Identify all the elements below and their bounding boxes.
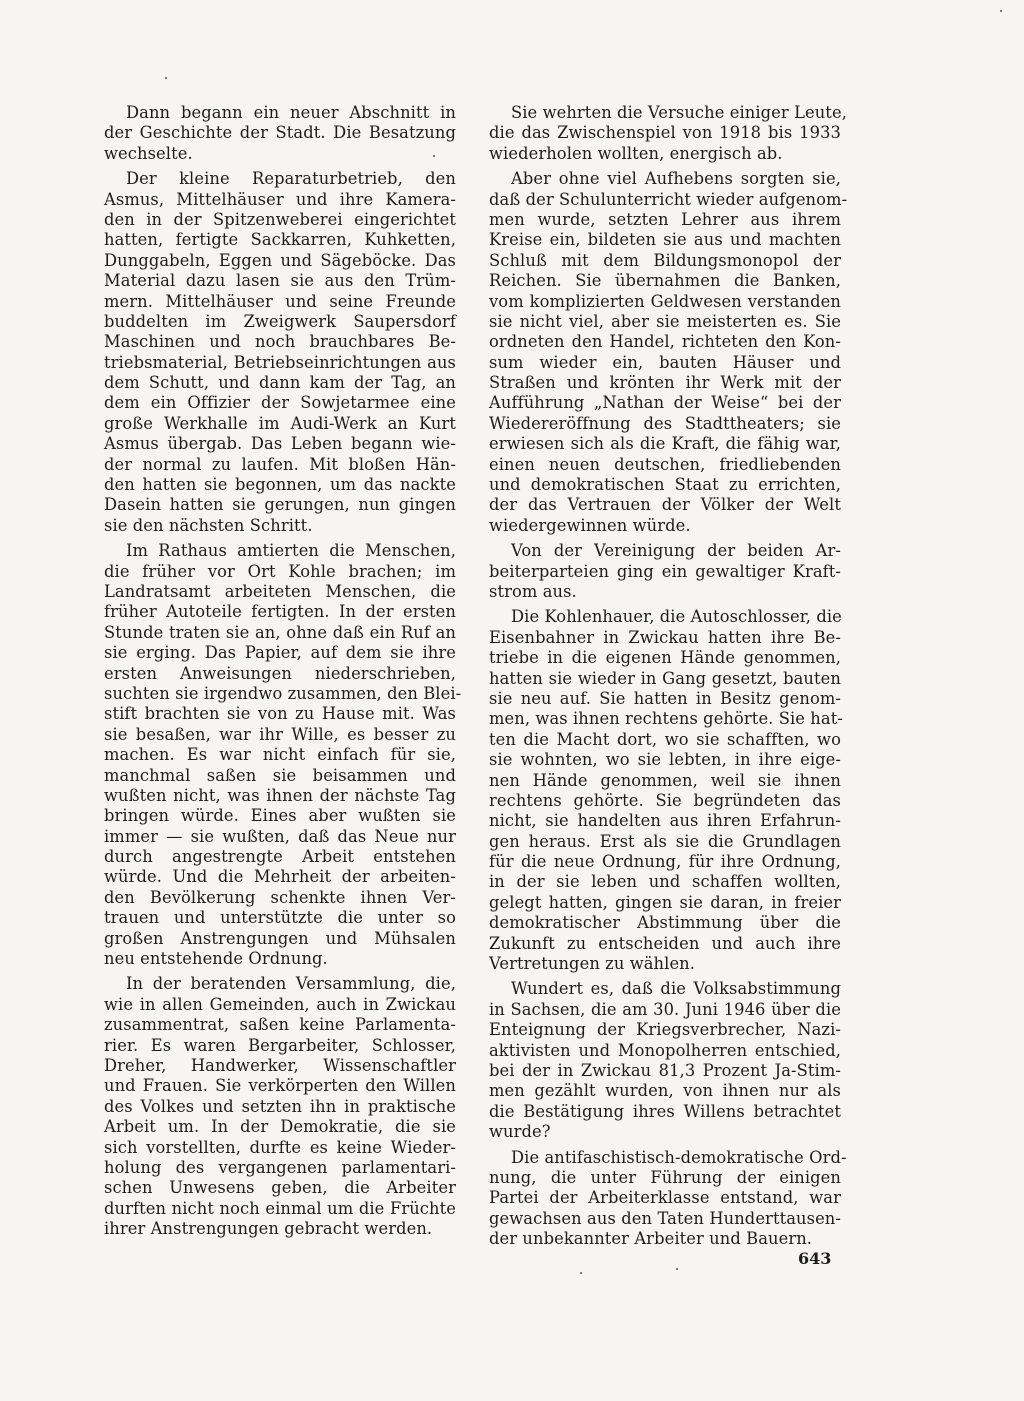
text-line: beiterparteien ging ein gewaltiger Kraft-: [489, 561, 841, 581]
text-line: Zukunft zu entscheiden und auch ihre: [489, 933, 841, 953]
text-line: Dasein hatten sie gerungen, nun gingen: [104, 495, 456, 515]
text-line: rechtens gehörte. Sie begründeten das: [489, 790, 841, 810]
text-line: Aufführung „Nathan der Weise“ bei der: [489, 393, 841, 413]
text-line: in Sachsen, die am 30. Juni 1946 über die: [489, 999, 841, 1019]
text-line: triebe in die eigenen Hände genommen,: [489, 648, 841, 668]
text-line: große Werkhalle im Audi-Werk an Kurt: [104, 413, 456, 433]
text-line: den in der Spitzenweberei eingerichtet: [104, 209, 456, 229]
text-line: Reichen. Sie übernahmen die Banken,: [489, 271, 841, 291]
text-line: sie den nächsten Schritt.: [104, 515, 313, 535]
text-line: des Volkes und setzten ihn in praktische: [104, 1096, 456, 1116]
text-line: demokratischer Abstimmung über die: [489, 913, 841, 933]
text-line: hatten sie wieder in Gang gesetzt, bauten: [489, 668, 841, 688]
text-line: würde. Und die Mehrheit der arbeiten-: [104, 867, 456, 887]
text-line: der unbekannter Arbeiter und Bauern.: [489, 1229, 813, 1249]
text-line: bei der in Zwickau 81,3 Prozent Ja-Stim-: [489, 1060, 841, 1080]
text-line: und Frauen. Sie verkörperten den Willen: [104, 1076, 456, 1096]
text-line: zusammentrat, saßen keine Parlamenta-: [104, 1015, 456, 1035]
text-line: der normal zu laufen. Mit bloßen Hän-: [104, 454, 456, 474]
text-line: neu entstehende Ordnung.: [104, 949, 328, 969]
text-line: sie wohnten, wo sie lebten, in ihre eige-: [489, 750, 841, 770]
text-line: ihrer Anstrengungen gebracht werden.: [104, 1219, 433, 1239]
text-line: aktivisten und Monopolherren entschied,: [489, 1040, 841, 1060]
text-line: In der beratenden Versammlung, die,: [126, 974, 456, 994]
text-line: wurde?: [489, 1122, 551, 1142]
text-line: bringen würde. Eines aber wußten sie: [104, 806, 456, 826]
text-line: strom aus.: [489, 581, 577, 601]
text-line: Arbeit um. In der Demokratie, die sie: [104, 1117, 456, 1137]
text-line: Landratsamt arbeiteten Menschen, die: [104, 581, 456, 601]
text-line: sie neu auf. Sie hatten in Besitz genom-: [489, 688, 841, 708]
text-line: ordneten den Handel, richteten den Kon-: [489, 332, 841, 352]
paragraph: [104, 169, 456, 536]
text-line: dem Schutt, und dann kam der Tag, an: [104, 373, 456, 393]
text-line: immer — sie wußten, daß das Neue nur: [104, 826, 456, 846]
text-line: sie erging. Das Papier, auf dem sie ihre: [104, 643, 456, 663]
text-line: sie besaßen, war ihr Wille, es besser zu: [104, 724, 456, 744]
paragraph: [489, 169, 848, 536]
text-line: die früher vor Ort Kohle brachen; im: [104, 561, 456, 581]
text-line: den Bevölkerung schenkte ihnen Ver-: [104, 887, 456, 907]
text-line: gewachsen aus den Taten Hunderttausen-: [489, 1208, 841, 1228]
text-line: für die neue Ordnung, für ihre Ordnung,: [489, 852, 841, 872]
text-line: sie nicht viel, aber sie meisterten es. Sie: [489, 311, 841, 331]
text-line: Dann begann ein neuer Abschnitt in: [126, 103, 456, 122]
scan-speck: [1000, 10, 1002, 12]
text-line: suchten sie irgendwo zusammen, den Blei-: [104, 683, 462, 703]
text-line: Asmus übergab. Das Leben begann wie-: [104, 434, 456, 454]
text-line: Stunde traten sie an, ohne daß ein Ruf an: [104, 622, 456, 642]
text-line: Dunggabeln, Eggen und Sägeböcke. Das: [104, 250, 456, 270]
text-line: einen neuen deutschen, friedliebenden: [489, 454, 841, 474]
text-line: Im Rathaus amtierten die Menschen,: [126, 541, 456, 561]
text-line: stift brachten sie von zu Hause mit. Was: [104, 704, 456, 724]
text-line: Die antifaschistisch-demokratische Ord-: [511, 1147, 847, 1167]
text-line: erwiesen sich als die Kraft, die fähig war,: [489, 434, 841, 454]
text-line: Wundert es, daß die Volksabstimmung: [511, 979, 841, 999]
text-line: Die Kohlenhauer, die Autoschlosser, die: [511, 607, 842, 627]
text-line: Wiedereröffnung des Stadttheaters; sie: [489, 413, 841, 433]
text-line: Schluß mit dem Bildungsmonopol der: [489, 250, 841, 270]
paragraph: [489, 979, 841, 1142]
paragraph: [104, 974, 456, 1239]
text-line: die Bestätigung ihres Willens betrachtet: [489, 1101, 841, 1121]
text-line: men, was ihnen rechtens gehörte. Sie hat-: [489, 709, 843, 729]
text-line: vom komplizierten Geldwesen verstanden: [489, 291, 841, 311]
text-line: wußten nicht, was ihnen der nächste Tag: [104, 785, 456, 805]
scan-speck: [165, 77, 167, 79]
text-line: men wurde, setzten Lehrer aus ihrem: [489, 209, 841, 229]
text-line: Enteignung der Kriegsverbrecher, Nazi-: [489, 1020, 841, 1040]
text-line: Kreise ein, bildeten sie aus und machten: [489, 230, 841, 250]
text-line: Material dazu lasen sie aus den Trüm-: [104, 271, 456, 291]
text-line: Dreher, Handwerker, Wissenschaftler: [104, 1055, 456, 1075]
text-line: gen heraus. Erst als sie die Grundlagen: [489, 831, 841, 851]
text-line: trauen und unterstützte die unter so: [104, 908, 456, 928]
text-line: in der sie leben und schaffen wollten,: [489, 872, 841, 892]
text-line: Vertretungen zu wählen.: [489, 954, 696, 974]
text-line: daß der Schulunterricht wieder aufgenom-: [489, 189, 848, 209]
text-line: wiedergewinnen würde.: [489, 515, 691, 535]
text-line: buddelten im Zweigwerk Saupersdorf: [104, 311, 456, 331]
text-line: triebsmaterial, Betriebseinrichtungen aus: [104, 352, 456, 372]
text-line: der das Vertrauen der Völker der Welt: [489, 495, 841, 515]
text-line: großen Anstrengungen und Mühsalen: [104, 928, 456, 948]
paragraph: [489, 541, 841, 602]
text-line: mern. Mittelhäuser und seine Freunde: [104, 291, 456, 311]
text-line: ten die Macht dort, wo sie schafften, wo: [489, 729, 841, 749]
text-line: men gezählt wurden, von ihnen nur als: [489, 1081, 841, 1101]
text-line: früher Autoteile fertigten. In der ersten: [104, 602, 456, 622]
text-line: Partei der Arbeiterklasse entstand, war: [489, 1188, 841, 1208]
text-line: nen Hände genommen, weil sie ihnen: [489, 770, 841, 790]
text-line: Der kleine Reparaturbetrieb, den: [126, 169, 456, 189]
text-line: dem ein Offizier der Sowjetarmee eine: [104, 393, 456, 413]
text-line: Asmus, Mittelhäuser und ihre Kamera-: [104, 189, 456, 209]
text-line: und demokratischen Staat zu errichten,: [489, 475, 841, 495]
scan-speck: [676, 1268, 678, 1270]
text-line: ersten Anweisungen niederschrieben,: [104, 663, 456, 683]
page-number: 643: [798, 1249, 832, 1268]
text-line: hatten, fertigte Sackkarren, Kuhketten,: [104, 230, 456, 250]
paragraph: [104, 541, 462, 969]
paragraph: [489, 607, 841, 974]
left-column: [104, 103, 462, 1244]
text-line: nung, die unter Führung der einigen: [489, 1167, 841, 1187]
text-line: durften nicht noch einmal um die Früchte: [104, 1198, 456, 1218]
text-line: Sie wehrten die Versuche einiger Leute,: [511, 103, 847, 122]
text-line: holung des vergangenen parlamentari-: [104, 1157, 456, 1177]
text-line: die das Zwischenspiel von 1918 bis 1933: [489, 123, 841, 143]
text-line: gelegt hatten, gingen sie daran, in freier: [489, 892, 841, 912]
text-line: Maschinen und noch brauchbares Be-: [104, 332, 456, 352]
text-line: durch angestrengte Arbeit entstehen: [104, 847, 456, 867]
paragraph: [489, 103, 847, 164]
scan-speck: [580, 1272, 582, 1274]
text-line: machen. Es war nicht einfach für sie,: [104, 745, 456, 765]
text-line: sich vorstellten, durfte es keine Wieder-: [104, 1137, 456, 1157]
text-line: rier. Es waren Bergarbeiter, Schlosser,: [104, 1035, 456, 1055]
text-line: nicht, sie handelten aus ihren Erfahrun-: [489, 811, 841, 831]
text-line: Straßen und krönten ihr Werk mit der: [489, 373, 841, 393]
text-line: Von der Vereinigung der beiden Ar-: [511, 541, 841, 561]
text-line: den hatten sie begonnen, um das nackte: [104, 475, 456, 495]
text-line: Eisenbahner in Zwickau hatten ihre Be-: [489, 627, 841, 647]
paragraph: [489, 1147, 847, 1250]
scan-speck: [433, 155, 435, 157]
text-line: der Geschichte der Stadt. Die Besatzung: [104, 123, 456, 143]
text-line: wiederholen wollten, energisch ab.: [489, 143, 783, 163]
text-line: manchmal saßen sie beisammen und: [104, 765, 456, 785]
text-line: wechselte.: [104, 143, 193, 163]
text-line: schen Unwesens geben, die Arbeiter: [104, 1178, 456, 1198]
right-column: [489, 103, 848, 1254]
paragraph: [104, 103, 456, 164]
text-line: Aber ohne viel Aufhebens sorgten sie,: [511, 169, 841, 189]
text-line: wie in allen Gemeinden, auch in Zwickau: [104, 994, 456, 1014]
text-line: sum wieder ein, bauten Häuser und: [489, 352, 841, 372]
